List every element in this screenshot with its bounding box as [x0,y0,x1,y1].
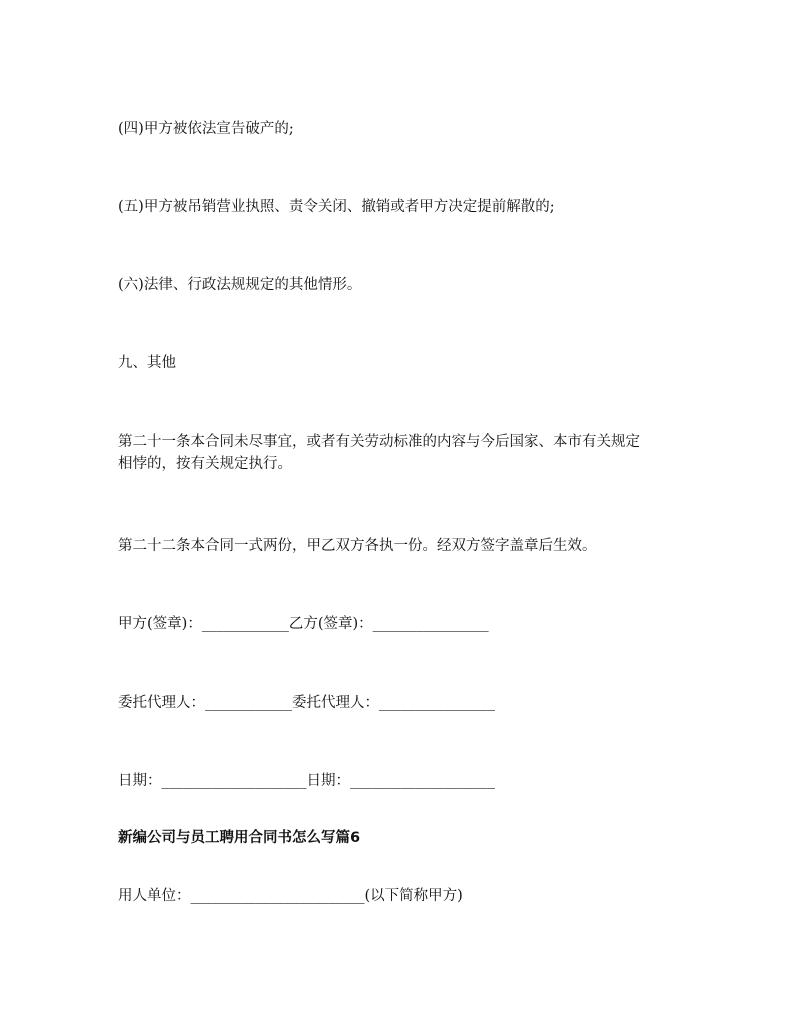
section-9-title: 九、其他 [118,355,176,371]
employer-line: 用人单位：________________________(以下简称甲方) [118,888,463,904]
article-22: 第二十二条本合同一式两份，甲乙双方各执一份。经双方签字盖章后生效。 [118,538,597,554]
clause-4: (四)甲方被依法宣告破产的; [118,121,294,137]
clause-6: (六)法律、行政法规规定的其他情形。 [118,277,362,293]
article-21-line-2: 相悖的，按有关规定执行。 [118,456,292,472]
section-heading-6: 新编公司与员工聘用合同书怎么写篇6 [118,830,361,846]
signature-line: 甲方(签章)：____________乙方(签章)：________________ [118,616,489,632]
clause-5: (五)甲方被吊销营业执照、责令关闭、撤销或者甲方决定提前解散的; [118,199,555,215]
agent-line: 委托代理人：____________委托代理人：________________ [118,695,495,711]
date-line: 日期：____________________日期：____________________ [118,773,495,789]
article-21 [118,431,698,475]
article-21-line-1: 第二十一条本合同未尽事宜，或者有关劳动标准的内容与今后国家、本市有关规定 [118,434,640,450]
